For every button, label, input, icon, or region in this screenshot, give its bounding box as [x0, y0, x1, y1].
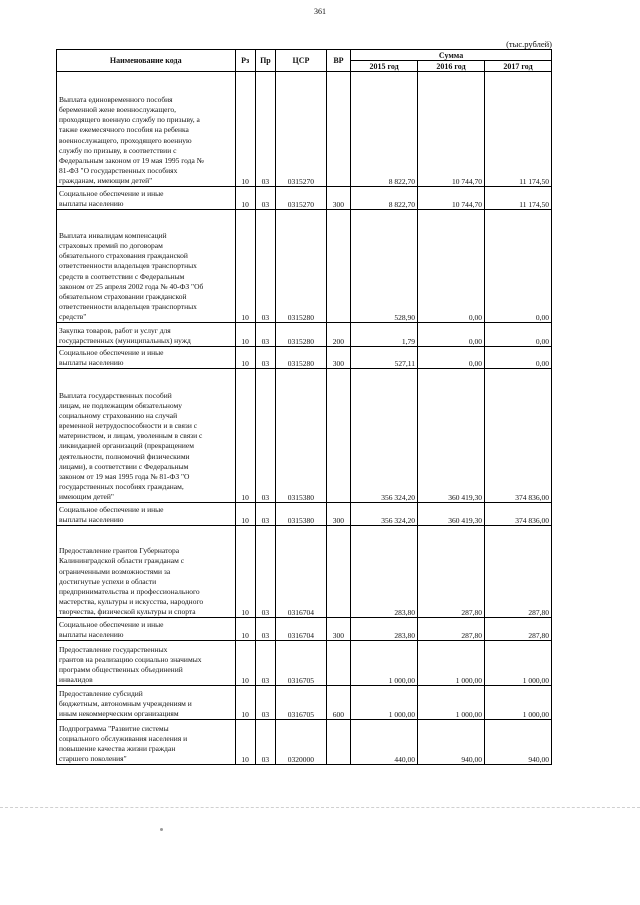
table-row: [57, 618, 552, 641]
row-value-2017: 11 174,50: [484, 72, 551, 187]
row-vr: [326, 526, 350, 618]
table-row: [57, 210, 552, 323]
row-vr: 200: [326, 323, 350, 347]
row-value-2016: 0,00: [418, 323, 485, 347]
table-row: [57, 503, 552, 526]
row-pr: 03: [255, 323, 275, 347]
row-rz: 10: [235, 503, 255, 526]
row-rz: 10: [235, 72, 255, 187]
row-csr: 0315280: [276, 347, 327, 369]
row-value-2015: 528,90: [351, 210, 418, 323]
page-number: 361: [314, 7, 326, 16]
row-value-2017: 0,00: [484, 323, 551, 347]
row-value-2015: 1,79: [351, 323, 418, 347]
table-row: [57, 686, 552, 720]
row-value-2017: 0,00: [484, 210, 551, 323]
row-rz: 10: [235, 187, 255, 210]
row-value-2015: 8 822,70: [351, 72, 418, 187]
row-rz: 10: [235, 618, 255, 641]
row-vr: [326, 210, 350, 323]
row-pr: 03: [255, 369, 275, 503]
row-rz: 10: [235, 369, 255, 503]
row-rz: 10: [235, 323, 255, 347]
row-value-2015: 1 000,00: [351, 641, 418, 686]
row-csr: 0315380: [276, 503, 327, 526]
row-name: Выплата единовременного пособия беременной жене военнослужащего, проходящего военную службу по призыву, а также ежемесячного пособия на ребенка военнослужащего, проходящего военную службу по призыву, в соответствии с Федеральным законом от 19 мая 1995 года № 81-ФЗ "О государственных пособиях гражданам, имеющим детей": [57, 72, 236, 187]
row-pr: 03: [255, 720, 275, 765]
header-pr: Пр: [255, 50, 275, 72]
row-value-2017: 374 836,00: [484, 369, 551, 503]
row-value-2015: 283,80: [351, 526, 418, 618]
row-pr: 03: [255, 187, 275, 210]
table-row: [57, 369, 552, 503]
row-vr: 300: [326, 618, 350, 641]
row-value-2016: 10 744,70: [418, 72, 485, 187]
row-name: Предоставление грантов Губернатора Калининградской области гражданам с ограниченными возможностями за достигнутые успехи в области предпринимательства и профессионального мастерства, культуры и искусства, народного творчества, физической культуры и спорта: [57, 526, 236, 618]
row-pr: 03: [255, 72, 275, 187]
row-name: Предоставление государственных грантов на реализацию социально значимых программ общественных объединений инвалидов: [57, 641, 236, 686]
row-value-2016: 360 419,30: [418, 503, 485, 526]
header-sum: Сумма: [351, 50, 552, 61]
row-csr: 0315270: [276, 187, 327, 210]
row-vr: 600: [326, 686, 350, 720]
row-value-2017: 11 174,50: [484, 187, 551, 210]
table-body: [57, 72, 552, 765]
row-value-2016: 1 000,00: [418, 641, 485, 686]
row-csr: 0316705: [276, 686, 327, 720]
row-csr: 0315280: [276, 323, 327, 347]
row-value-2017: 0,00: [484, 347, 551, 369]
row-csr: 0315280: [276, 210, 327, 323]
row-name: Выплата государственных пособий лицам, не подлежащим обязательному социальному страхованию на случай временной нетрудоспособности и в связи с материнством, и лицам, уволенным в связи с ликвидацией организаций (прекращением деятельности, полномочий физическими лицами), в соответствии с Федеральным законом от 19 мая 1995 года № 81-ФЗ "О государственных пособиях гражданам, имеющим детей": [57, 369, 236, 503]
row-rz: 10: [235, 526, 255, 618]
row-name: Закупка товаров, работ и услуг для государственных (муниципальных) нужд: [57, 323, 236, 347]
row-rz: 10: [235, 686, 255, 720]
row-value-2015: 527,11: [351, 347, 418, 369]
row-value-2015: 440,00: [351, 720, 418, 765]
row-csr: 0320000: [276, 720, 327, 765]
row-name: Предоставление субсидий бюджетным, автономным учреждениям и иным некоммерческим организациям: [57, 686, 236, 720]
row-value-2016: 10 744,70: [418, 187, 485, 210]
row-value-2016: 0,00: [418, 210, 485, 323]
row-rz: 10: [235, 720, 255, 765]
table-row: [57, 323, 552, 347]
budget-table: [56, 49, 552, 765]
row-value-2016: 1 000,00: [418, 686, 485, 720]
row-value-2016: 287,80: [418, 618, 485, 641]
row-vr: [326, 72, 350, 187]
row-value-2017: 287,80: [484, 618, 551, 641]
header-csr: ЦСР: [276, 50, 327, 72]
row-rz: 10: [235, 210, 255, 323]
row-pr: 03: [255, 347, 275, 369]
row-value-2015: 283,80: [351, 618, 418, 641]
row-value-2016: 0,00: [418, 347, 485, 369]
row-value-2017: 374 836,00: [484, 503, 551, 526]
row-vr: 300: [326, 503, 350, 526]
row-vr: [326, 641, 350, 686]
row-pr: 03: [255, 210, 275, 323]
units-label: (тыс.рублей): [506, 39, 552, 49]
row-csr: 0316705: [276, 641, 327, 686]
header-vr: ВР: [326, 50, 350, 72]
row-rz: 10: [235, 347, 255, 369]
row-value-2017: 287,80: [484, 526, 551, 618]
header-year-2015: 2015 год: [351, 61, 418, 72]
table-row: [57, 72, 552, 187]
row-value-2016: 940,00: [418, 720, 485, 765]
row-vr: 300: [326, 347, 350, 369]
row-csr: 0315270: [276, 72, 327, 187]
row-pr: 03: [255, 503, 275, 526]
table-row: [57, 641, 552, 686]
header-name: Наименование кода: [57, 50, 236, 72]
row-value-2015: 8 822,70: [351, 187, 418, 210]
row-value-2017: 1 000,00: [484, 641, 551, 686]
table-row: [57, 347, 552, 369]
row-value-2016: 360 419,30: [418, 369, 485, 503]
header-rz: Рз: [235, 50, 255, 72]
row-value-2015: 356 324,20: [351, 369, 418, 503]
row-csr: 0316704: [276, 526, 327, 618]
row-value-2016: 287,80: [418, 526, 485, 618]
page-bottom-divider: [0, 807, 640, 808]
row-name: Выплата инвалидам компенсаций страховых премий по договорам обязательного страхования гражданской ответственности владельцев транспортных средств в соответствии с Федеральным законом от 25 апреля 2002 года № 40-ФЗ "Об обязательном страховании гражданской ответственности владельцев транспортных средств": [57, 210, 236, 323]
row-vr: [326, 720, 350, 765]
table-row: [57, 526, 552, 618]
row-rz: 10: [235, 641, 255, 686]
table-row: [57, 187, 552, 210]
row-name: Социальное обеспечение и иные выплаты населению: [57, 503, 236, 526]
row-csr: 0316704: [276, 618, 327, 641]
row-value-2017: 940,00: [484, 720, 551, 765]
row-name: Социальное обеспечение и иные выплаты населению: [57, 187, 236, 210]
header-year-2017: 2017 год: [484, 61, 551, 72]
row-value-2017: 1 000,00: [484, 686, 551, 720]
row-name: Социальное обеспечение и иные выплаты населению: [57, 347, 236, 369]
row-name: Социальное обеспечение и иные выплаты населению: [57, 618, 236, 641]
scan-dot: [160, 828, 163, 831]
header-year-2016: 2016 год: [418, 61, 485, 72]
row-pr: 03: [255, 686, 275, 720]
row-value-2015: 356 324,20: [351, 503, 418, 526]
row-pr: 03: [255, 641, 275, 686]
row-pr: 03: [255, 618, 275, 641]
table-row: [57, 720, 552, 765]
row-name: Подпрограмма "Развитие системы социального обслуживания населения и повышение качества жизни граждан старшего поколения": [57, 720, 236, 765]
row-vr: 300: [326, 187, 350, 210]
row-value-2015: 1 000,00: [351, 686, 418, 720]
row-pr: 03: [255, 526, 275, 618]
row-vr: [326, 369, 350, 503]
row-csr: 0315380: [276, 369, 327, 503]
